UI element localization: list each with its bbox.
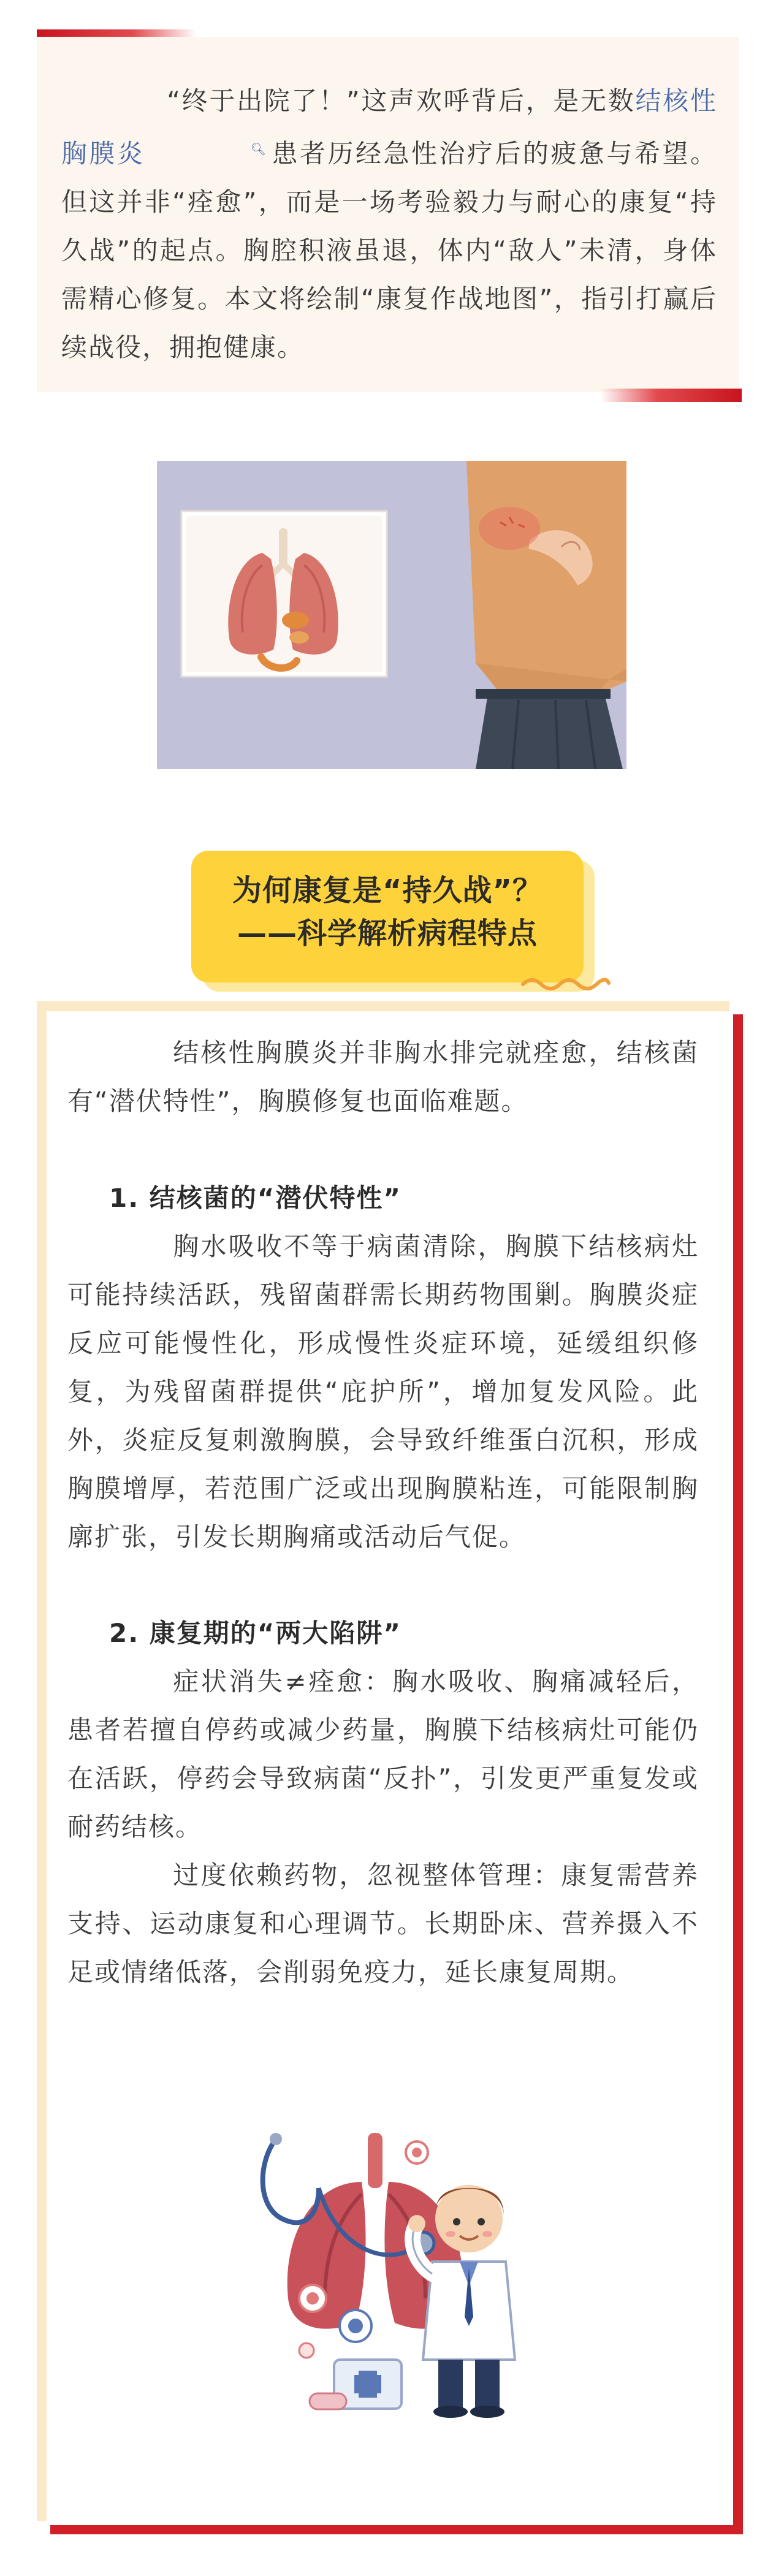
intro-paragraph <box>61 77 717 371</box>
section1-paragraph: 胸水吸收不等于病菌清除，胸膜下结核病灶可能持续活跃，残留菌群需长期药物围剿。胸膜炎症反应可能慢性化，形成慢性炎症环境，延缓组织修复，为残留菌群提供“庇护所”，增加复发风险。此外，炎症反复刺激胸膜，会导致纤维蛋白沉积，形成胸膜增厚，若范围广泛或出现胸膜粘连，可能限制胸廓扩张，引发长期胸痛或活动后气促。 <box>67 1231 699 1552</box>
section2-title: 2. 康复期的“两大陷阱” <box>109 1618 402 1648</box>
term-link[interactable]: 结核性胸膜炎 <box>61 86 717 169</box>
intro-text-after: 患者历经急性治疗后的疲惫与希望。但这并非“痊愈”，而是一场考验毅力与耐心的康复“持久战”的起点。胸腔积液虽退，体内“敌人”未清，身体需精心修复。本文将绘制“康复作战地图”，指引打赢后续战役，拥抱健康。 <box>61 139 717 362</box>
illustration-doctor-lungs <box>239 2114 558 2433</box>
squiggle-decoration <box>520 973 612 992</box>
section2-paragraph-2: 过度依赖药物，忽视整体管理：康复需营养支持、运动康复和心理调节。长期卧床、营养摄入不足或情绪低落，会削弱免疫力，延长康复周期。 <box>67 1860 699 1987</box>
section1-title: 1. 结核菌的“潜伏特性” <box>109 1183 402 1213</box>
illustration-chest-pain <box>157 461 626 769</box>
section2-paragraph-1: 症状消失≠痊愈：胸水吸收、胸痛减轻后，患者若擅自停药或减少药量，胸膜下结核病灶可能仍在活跃，停药会导致病菌“反扑”，引发更严重复发或耐药结核。 <box>67 1666 699 1842</box>
intro-accent-bar-bottom <box>601 389 742 402</box>
section-heading-title: 为何康复是“持久战”？ <box>232 873 543 908</box>
article-intro-paragraph: 结核性胸膜炎并非胸水排完就痊愈，结核菌有“潜伏特性”，胸膜修复也面临难题。 <box>67 1038 699 1116</box>
section-heading-subtitle: ——科学解析病程特点 <box>237 916 538 951</box>
intro-text-before: “终于出院了！”这声欢呼背后，是无数 <box>167 86 636 116</box>
search-icon[interactable]: 🔍︎ <box>250 142 268 156</box>
